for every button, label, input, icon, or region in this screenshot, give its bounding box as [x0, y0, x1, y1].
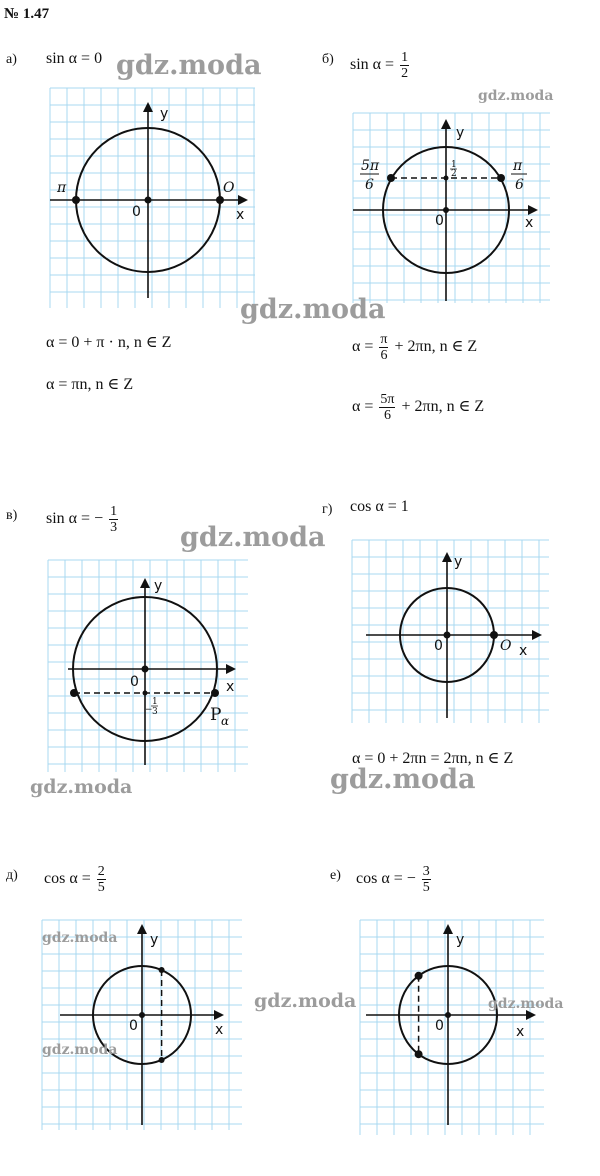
watermark: gdz.moda — [42, 930, 118, 946]
part-d-condition-prefix: cos α = — [44, 870, 91, 888]
part-b-sol1-den: 6 — [380, 348, 388, 363]
label-o: O — [223, 180, 235, 196]
part-v-diagram — [48, 560, 248, 772]
watermark: gdz.moda — [488, 996, 564, 1012]
tick-den: 2 — [451, 169, 457, 179]
part-e-condition-prefix: cos α = − — [356, 870, 416, 888]
y-axis-arrow-icon — [140, 578, 150, 588]
part-b-condition-prefix: sin α = — [350, 56, 395, 74]
watermark: gdz.moda — [30, 776, 133, 798]
point-upper — [159, 967, 165, 973]
part-b-sol1-suffix: + 2πn, n ∈ Z — [394, 338, 478, 356]
part-g-letter: г) — [322, 502, 333, 517]
tick-num: 1 — [152, 697, 158, 707]
part-d-diagram — [42, 920, 242, 1130]
part-b-sol1-num: π — [380, 332, 388, 347]
part-a-letter: а) — [6, 52, 17, 67]
point-lower — [159, 1057, 165, 1063]
part-v-letter: в) — [6, 508, 18, 523]
watermark: gdz.moda — [330, 764, 476, 795]
part-b-sol2-suffix: + 2πn, n ∈ Z — [401, 398, 485, 416]
origin-dot — [139, 1012, 145, 1018]
x-axis-arrow-icon — [532, 630, 542, 640]
point-left — [70, 689, 78, 697]
part-b-cond-den: 2 — [401, 66, 409, 81]
watermark: gdz.moda — [42, 1042, 118, 1058]
x-axis-arrow-icon — [238, 195, 248, 205]
part-b-solution-1 — [352, 332, 477, 363]
part-b-letter: б) — [322, 52, 334, 67]
point-right — [211, 689, 219, 697]
origin-label: 0 — [434, 638, 443, 654]
y-label: y — [154, 578, 163, 594]
part-e-diagram — [360, 920, 544, 1135]
part-e-cond-num: 3 — [422, 864, 430, 879]
tick-third-dot — [143, 691, 148, 696]
part-b-sol1-fraction — [379, 332, 388, 363]
part-g-solution: α = 0 + 2πn = 2πn, n ∈ Z — [352, 750, 514, 767]
origin-dot — [142, 666, 149, 673]
origin-dot — [444, 632, 451, 639]
watermark: gdz.moda — [180, 522, 326, 553]
part-b-condition — [350, 50, 411, 81]
part-d-condition — [44, 864, 108, 895]
x-axis-arrow-icon — [214, 1010, 224, 1020]
x-label: x — [215, 1022, 224, 1038]
label-p: P — [210, 705, 222, 725]
x-axis-arrow-icon — [528, 205, 538, 215]
x-label: x — [226, 679, 235, 695]
x-label: x — [516, 1024, 525, 1040]
part-d-cond-den: 5 — [97, 880, 105, 895]
origin-label: 0 — [130, 674, 139, 690]
point-5pi-6 — [387, 174, 395, 182]
part-g-grid — [352, 540, 549, 723]
part-v-cond-den: 3 — [110, 520, 118, 535]
part-v-condition-fraction — [109, 504, 118, 535]
point-zero — [216, 196, 224, 204]
part-d-letter: д) — [6, 868, 18, 883]
part-b-sol2-prefix: α = — [352, 398, 374, 416]
part-b-diagram — [353, 113, 550, 303]
tick-num: 1 — [451, 160, 457, 170]
y-axis-arrow-icon — [441, 119, 451, 129]
point-lower — [415, 1050, 423, 1058]
part-b-sol1-prefix: α = — [352, 338, 374, 356]
label-pi-num: π — [513, 158, 523, 174]
part-g-condition: cos α = 1 — [350, 498, 409, 515]
label-5pi-num: 5π — [361, 158, 380, 174]
watermark: gdz.moda — [254, 990, 357, 1012]
part-b-sol2-den: 6 — [383, 408, 391, 423]
part-b-solution-2 — [352, 392, 484, 423]
part-a-solution-2: α = πn, n ∈ Z — [46, 376, 134, 393]
part-d-cond-num: 2 — [97, 864, 105, 879]
part-v-condition-prefix: sin α = − — [46, 510, 104, 528]
origin-label: 0 — [435, 213, 444, 229]
part-b-condition-fraction — [400, 50, 409, 81]
point-zero — [490, 631, 498, 639]
y-label: y — [456, 125, 465, 141]
y-label: y — [454, 554, 463, 570]
watermark: gdz.moda — [478, 88, 554, 104]
part-e-condition-fraction — [422, 864, 431, 895]
part-b-sol2-fraction — [379, 392, 395, 423]
y-label: y — [150, 932, 159, 948]
y-label: y — [456, 932, 465, 948]
x-label: x — [519, 643, 528, 659]
tick-minus: − — [145, 705, 153, 715]
label-5pi-den: 6 — [365, 177, 374, 193]
part-v-cond-num: 1 — [110, 504, 118, 519]
part-a-solution-1: α = 0 + π · n, n ∈ Z — [46, 334, 172, 351]
point-pi — [72, 196, 80, 204]
label-p-sub: α — [221, 714, 230, 728]
part-v-condition — [46, 504, 120, 535]
part-d-condition-fraction — [97, 864, 106, 895]
tick-den: 3 — [152, 707, 158, 717]
part-e-cond-den: 5 — [422, 880, 430, 895]
x-label: x — [236, 207, 245, 223]
watermark: gdz.moda — [240, 294, 386, 325]
part-b-sol2-num: 5π — [380, 392, 395, 407]
origin-label: 0 — [132, 204, 141, 220]
part-e-letter: е) — [330, 868, 341, 883]
origin-label: 0 — [435, 1018, 444, 1034]
x-label: x — [525, 215, 534, 231]
tick-half-dot — [444, 176, 449, 181]
part-g-diagram — [352, 540, 549, 723]
problem-number: № 1.47 — [4, 6, 50, 22]
label-pi: π — [57, 180, 67, 196]
label-pi-den: 6 — [515, 177, 524, 193]
point-upper — [415, 972, 423, 980]
origin-label: 0 — [129, 1018, 138, 1034]
y-axis-arrow-icon — [137, 924, 147, 934]
point-pi-6 — [497, 174, 505, 182]
watermark: gdz.moda — [116, 50, 262, 81]
origin-dot — [445, 1012, 451, 1018]
label-o: O — [500, 638, 512, 654]
part-e-condition — [356, 864, 433, 895]
part-b-cond-num: 1 — [401, 50, 409, 65]
part-a-grid — [50, 88, 255, 308]
part-a-diagram — [50, 88, 255, 308]
y-label: y — [160, 106, 169, 122]
origin-dot — [145, 197, 152, 204]
part-a-condition: sin α = 0 — [46, 50, 103, 67]
